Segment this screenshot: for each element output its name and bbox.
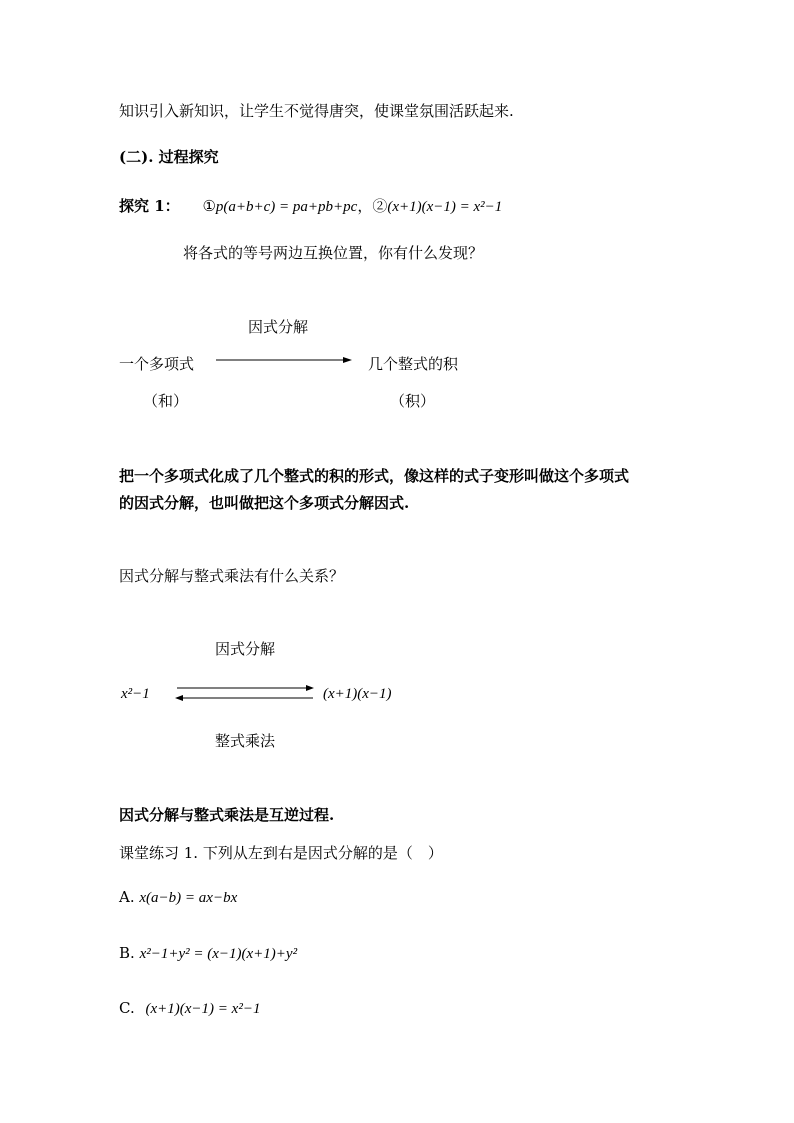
definition-line-2: 的因式分解，也叫做把这个多项式分解因式. xyxy=(119,494,410,512)
diagram1-arrow-label: 因式分解 xyxy=(248,318,309,336)
diagram1-right: 几个整式的积 xyxy=(368,355,459,373)
option-b xyxy=(119,943,297,964)
diagram2-top-label: 因式分解 xyxy=(215,640,276,658)
option-c-expression: (x+1)(x−1) = x²−1 xyxy=(145,1001,261,1017)
diagram1-arrow xyxy=(216,357,352,363)
relation-question: 因式分解与整式乘法有什么关系？ xyxy=(119,567,345,585)
option-a-label: A. xyxy=(119,888,135,906)
option-c-label: C. xyxy=(119,999,135,1017)
option-a xyxy=(119,887,237,908)
option-b-label: B. xyxy=(119,944,135,962)
conclusion: 因式分解与整式乘法是互逆过程. xyxy=(119,806,335,824)
intro-line: 知识引入新知识，让学生不觉得唐突，使课堂氛围活跃起来. xyxy=(119,102,514,120)
explore1-label: 探究 1： xyxy=(119,197,180,215)
diagram2-forward-arrow xyxy=(177,685,314,691)
diagram2-right: (x+1)(x−1) xyxy=(323,686,392,702)
eq2-expression: (x+1)(x−1) = x²−1 xyxy=(387,199,503,215)
option-a-expression: x(a−b) = ax−bx xyxy=(139,890,238,906)
exercise-title: 课堂练习 1. 下列从左到右是因式分解的是（ ） xyxy=(119,844,443,862)
diagram2-left: x²−1 xyxy=(121,686,150,702)
diagram1-left: 一个多项式 xyxy=(119,355,195,373)
explore1-question: 将各式的等号两边互换位置，你有什么发现？ xyxy=(183,244,484,262)
option-b-expression: x²−1+y² = (x−1)(x+1)+y² xyxy=(139,946,298,962)
definition-line-1: 把一个多项式化成了几个整式的积的形式，像这样的式子变形叫做这个多项式 xyxy=(119,467,630,485)
option-c xyxy=(119,998,260,1019)
diagram1-right-note: （积） xyxy=(390,392,436,410)
section-heading: (二). 过程探究 xyxy=(119,148,219,166)
eq1-expression: p(a+b+c) = pa+pb+pc xyxy=(215,199,358,215)
diagram2-backward-arrow xyxy=(175,695,313,701)
diagram2-bottom-label: 整式乘法 xyxy=(215,732,276,750)
diagram1-left-note: （和） xyxy=(143,392,189,410)
eq2-marker: ② xyxy=(372,197,388,215)
eq1-marker: ① xyxy=(202,197,216,215)
eq-separator: ， xyxy=(357,197,373,215)
